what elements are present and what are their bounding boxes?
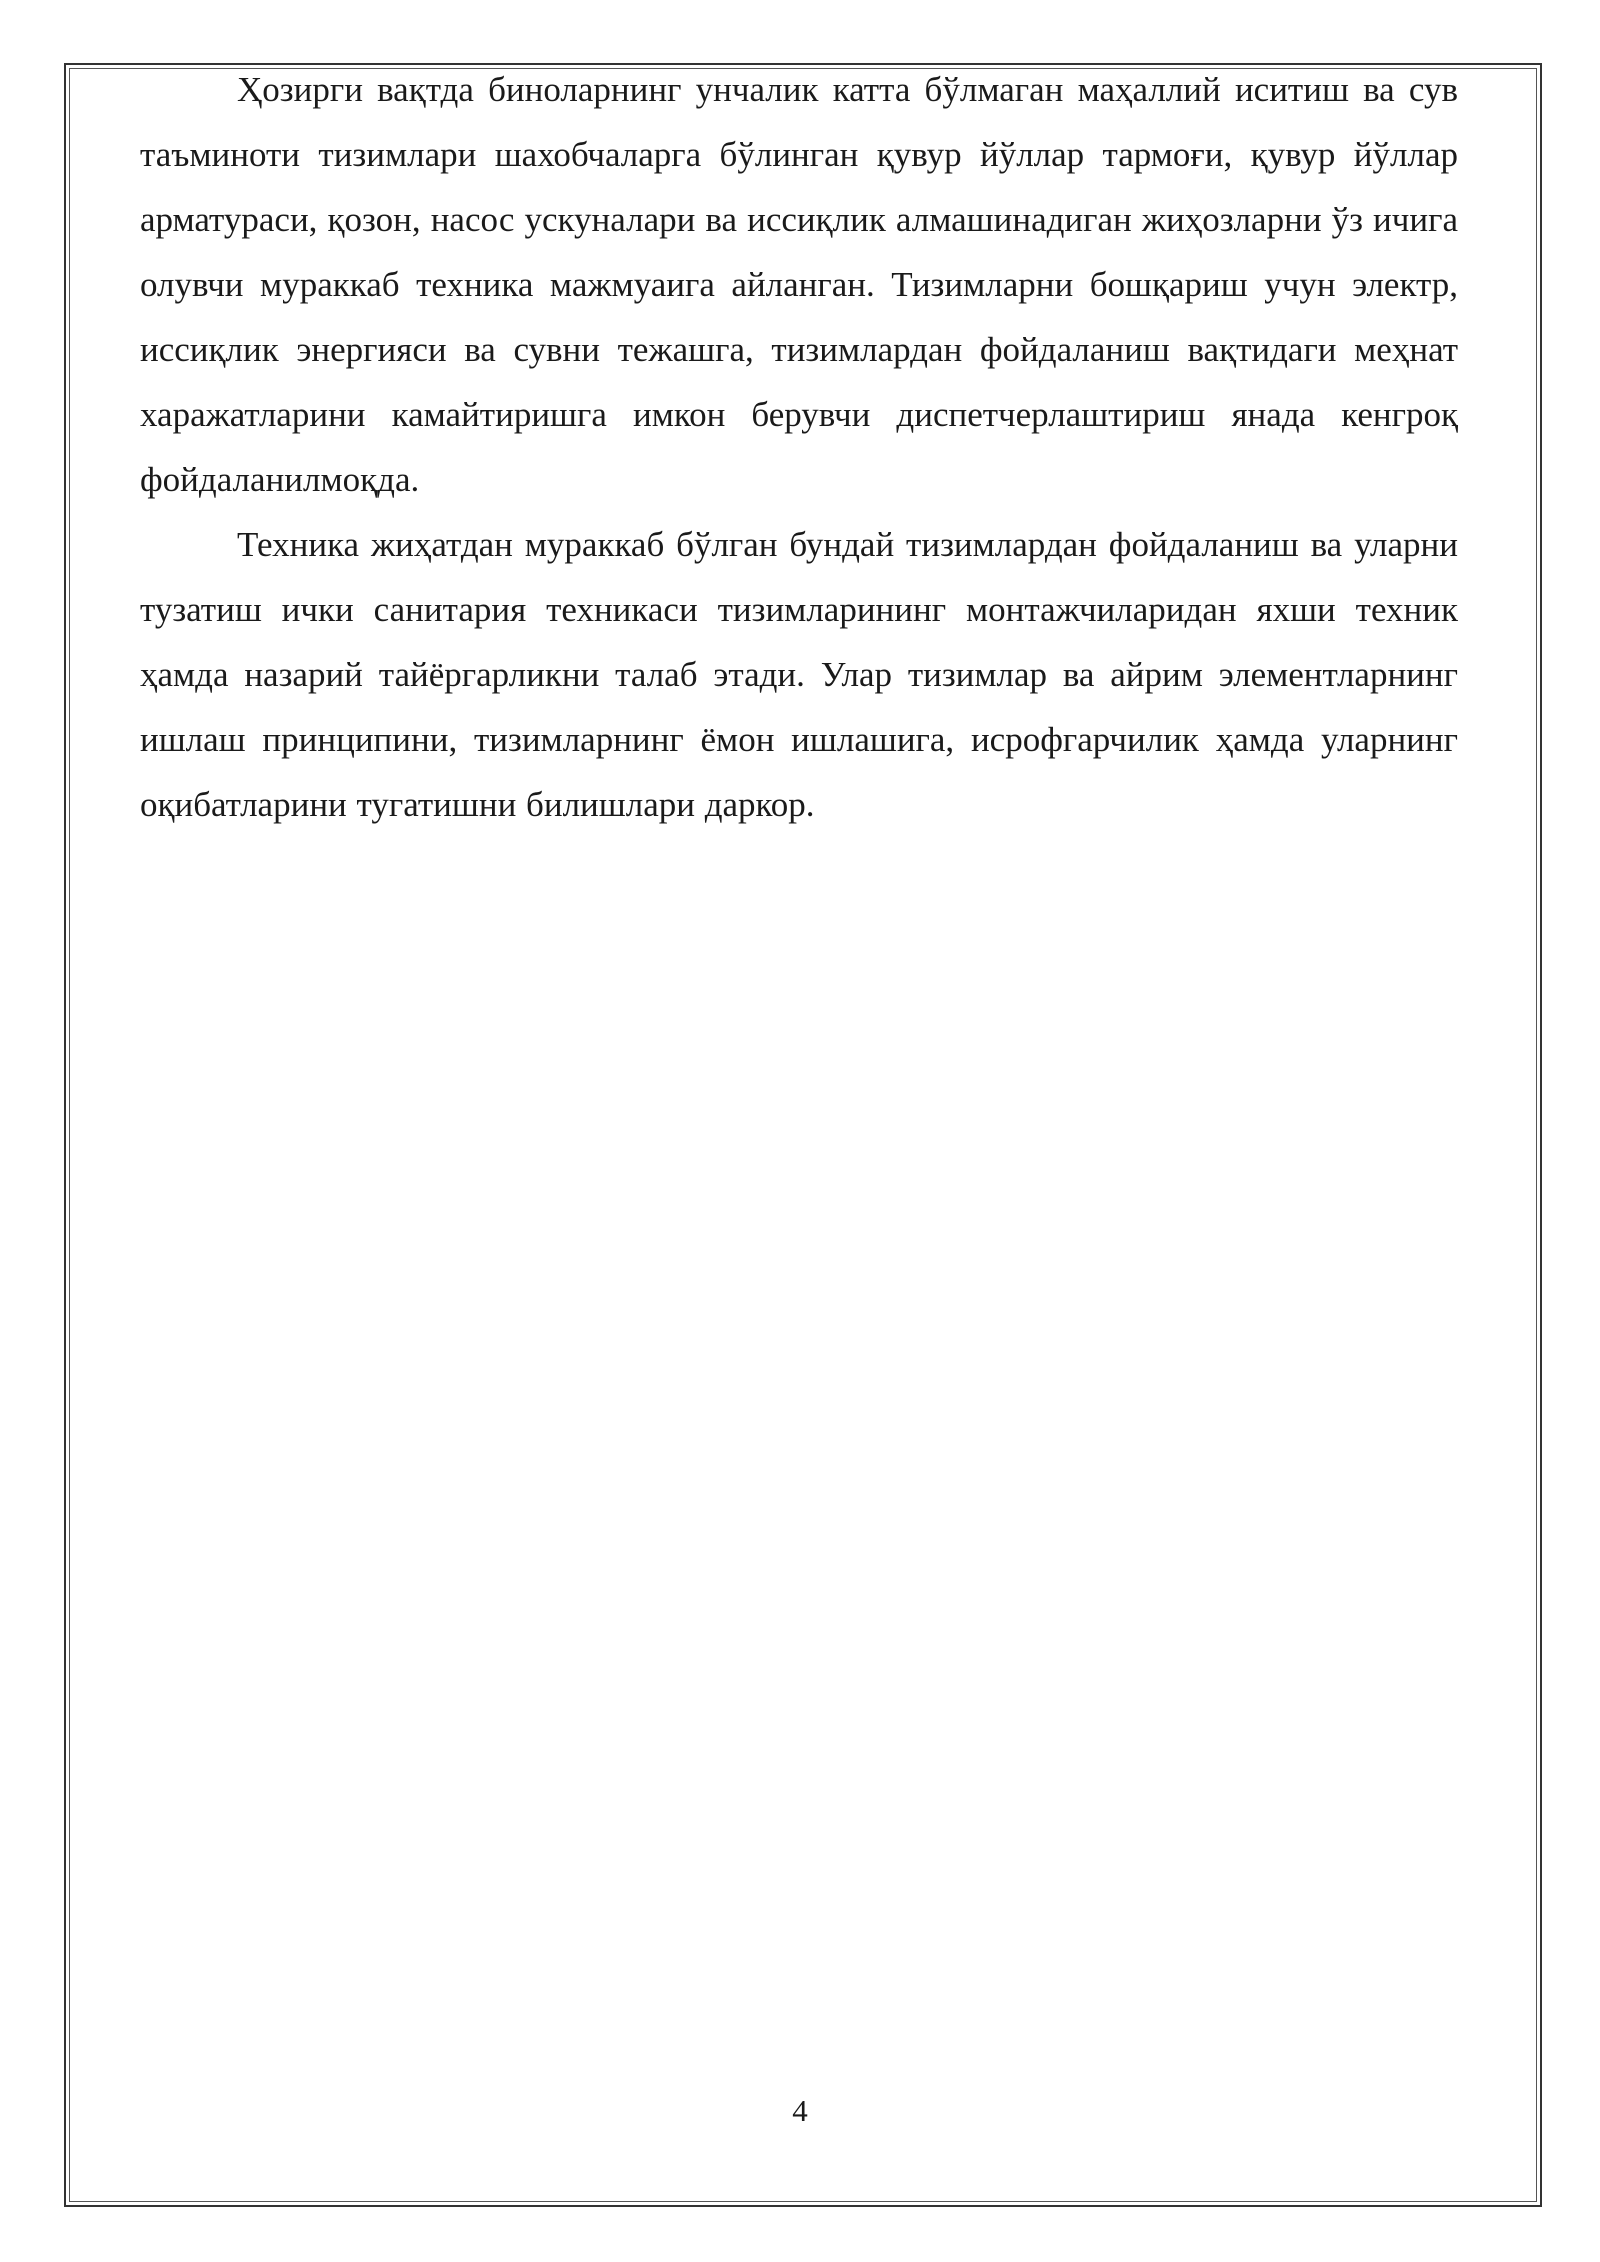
page-number: 4: [792, 2093, 808, 2128]
document-body: [140, 57, 1458, 837]
paragraph-1: Ҳозирги вақтда биноларнинг унчалик катта бўлмаган маҳаллий иситиш ва сув таъминоти тизимлари шахобчаларга бўлинган қувур йўллар тармоғи, қувур йўллар арматураси, қозон, насос ускуналари ва иссиқлик алмашинадиган жиҳозларни ўз ичига олувчи мураккаб техника мажмуаига айланган. Тизимларни бошқариш учун электр, иссиқлик энергияси ва сувни тежашга, тизимлардан фойдаланиш вақтидаги меҳнат харажатларини камайтиришга имкон берувчи диспетчерлаштириш янада кенгроқ фойдаланилмоқда.: [140, 70, 1458, 499]
paragraph-2: Техника жиҳатдан мураккаб бўлган бундай тизимлардан фойдаланиш ва уларни тузатиш ички санитария техникаси тизимларининг монтажчиларидан яхши техник ҳамда назарий тайёргарликни талаб этади. Улар тизимлар ва айрим элементларнинг ишлаш принципини, тизимларнинг ёмон ишлашига, исрофгарчилик ҳамда уларнинг оқибатларини тугатишни билишлари даркор.: [140, 525, 1458, 824]
